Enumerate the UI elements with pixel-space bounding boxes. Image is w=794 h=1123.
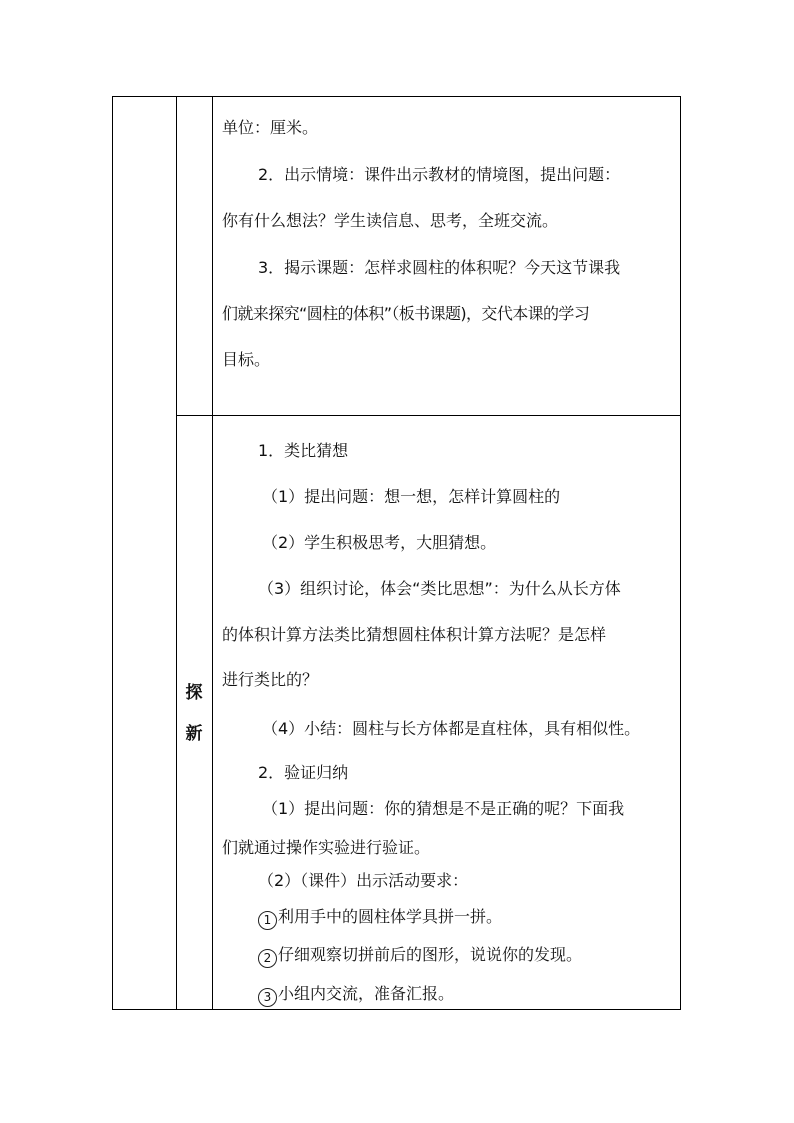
- table-bottom-border: [112, 1009, 681, 1010]
- activity-step: [258, 907, 502, 930]
- circled-number: 2: [258, 949, 277, 968]
- activity-step: [258, 945, 582, 968]
- step-text: 利用手中的圆柱体学具拼一拼。: [278, 907, 503, 926]
- section-label-char: 新: [185, 724, 203, 744]
- text-line: 目标。: [222, 350, 271, 369]
- text-line: 2．出示情境：课件出示教材的情境图，提出问题：: [258, 165, 621, 184]
- table-top-border: [112, 96, 681, 97]
- table-left-border: [112, 96, 113, 1010]
- text-line: 们就来探究“圆柱的体积”（板书课题)，交代本课的学习: [222, 304, 590, 323]
- text-line: 们就通过操作实验进行验证。: [222, 838, 431, 857]
- table-right-border: [680, 96, 681, 1010]
- text-line: 你有什么想法？学生读信息、思考，全班交流。: [222, 211, 559, 230]
- text-line: （1）提出问题：想一想，怎样计算圆柱的: [262, 487, 561, 506]
- circled-number: 3: [258, 988, 277, 1007]
- text-line: 进行类比的？: [222, 670, 319, 689]
- text-line: 的体积计算方法类比猜想圆柱体积计算方法呢？是怎样: [222, 625, 607, 644]
- text-line: （3）组织讨论，体会“类比思想”：为什么从长方体: [258, 579, 621, 598]
- text-line: （4）小结：圆柱与长方体都是直柱体，具有相似性。: [262, 719, 641, 738]
- text-line: 1．类比猜想: [258, 441, 349, 460]
- text-line: （2）（课件）出示活动要求：: [258, 871, 469, 890]
- step-text: 仔细观察切拼前后的图形，说说你的发现。: [278, 945, 583, 964]
- row-divider: [176, 415, 681, 416]
- text-line: （2）学生积极思考，大胆猜想。: [262, 533, 497, 552]
- section-label-char: 探: [185, 683, 203, 703]
- circled-number: 1: [258, 911, 277, 930]
- text-line: 2．验证归纳: [258, 763, 349, 782]
- step-text: 小组内交流，准备汇报。: [278, 984, 455, 1003]
- text-line: 3．揭示课题：怎样求圆柱的体积呢？今天这节课我: [258, 258, 621, 277]
- text-line: 单位：厘米。: [222, 118, 319, 137]
- column-divider-1: [176, 96, 177, 1010]
- column-divider-2: [212, 96, 213, 1010]
- activity-step: [258, 984, 454, 1007]
- text-line: （1）提出问题：你的猜想是不是正确的呢？下面我: [262, 799, 625, 818]
